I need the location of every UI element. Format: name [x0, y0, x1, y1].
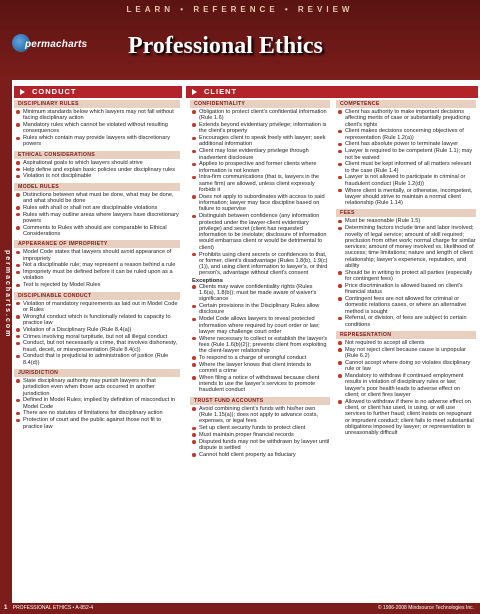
copyright: © 1996-2008 Mindsource Technologies Inc. [377, 605, 474, 611]
list-item: Referral, or division, of fees are subject to certain conditions [345, 315, 476, 328]
list-item: Rules with may outline areas where lawyers have discretionary powers [23, 211, 179, 224]
conduct-block-heading: APPEARANCE OF IMPROPRIETY [14, 240, 180, 248]
triangle-icon [192, 89, 197, 95]
trust-fund-list [190, 406, 330, 458]
list-item: Where necessary to collect or establish the lawyer's fees (Rule 1.6(b)(2)); prevents client from exploiting the client-lawyer relationship [199, 336, 330, 355]
list-item: Minimum standards below which lawyers may not fall without facing disciplinary action [23, 109, 180, 122]
list-item: Determining factors include time and labor involved; novelty of legal service; amount of skill required; preclusion from other work; normal charge for similar services; amount of money involved vs. likelihood of success; time limitations; nature and length of client relationship; lawyer's experience, reputation, and ability [345, 225, 476, 270]
list-item: Not a disciplinable rule; may represent a reason behind a rule [23, 262, 180, 268]
list-item: Prohibits using client secrets or confidences to that, or former, client's disadvantage (Rules 1.8(b), 1.9(c)(1)), and using client information to lawyer's, or third person's, advantage without client's consent [199, 252, 330, 277]
list-item: Defined in Model Rules; implied by definition of misconduct in Model Code [23, 397, 180, 410]
list-item: Aspirational goals to which lawyers should strive [23, 160, 180, 166]
conduct-label: CONDUCT [32, 87, 77, 96]
representation-heading: REPRESENTATION [336, 331, 476, 339]
confidentiality-heading: CONFIDENTIALITY [190, 100, 330, 108]
side-url: permacharts.com [4, 250, 11, 339]
list-item: Rules which contain may provide lawyers with discretionary powers [23, 135, 180, 148]
list-item: Does not apply to subordinates with access to said information; lawyer may face discipline based on failure to supervise [199, 194, 330, 213]
list-item: Test is rejected by Model Rules [23, 282, 180, 288]
list-item: Must maintain proper financial records [199, 432, 330, 438]
list-item: There are no statutes of limitations for disciplinary action [23, 410, 180, 416]
list-item: To respond to a charge of wrongful conduct [199, 355, 330, 361]
conduct-block-list [14, 160, 180, 180]
list-item: Price discrimination is allowed based on client's financial status [345, 283, 476, 296]
chart-code: PROFESSIONAL ETHICS • A-852-4 [12, 605, 94, 611]
competence-list [336, 109, 476, 206]
list-item: Obligation to protect client's confidential information (Rule 1.6) [199, 109, 330, 122]
list-item: Client must be kept informed of all matters relevant to the case (Rule 1.4) [345, 161, 476, 174]
client-column-right [336, 97, 476, 437]
list-item: Certain provisions in the Disciplinary Rules allow disclosure [199, 303, 330, 316]
list-item: Disputed funds may not be withdrawn by lawyer until dispute is settled [199, 438, 330, 452]
list-item: Not required to accept all clients [345, 340, 476, 346]
footer-left [4, 603, 93, 614]
page-number: 1 [4, 605, 8, 611]
conduct-block-list [14, 109, 180, 148]
list-item: May not reject client because cause is unpopular (Rule 6.2) [345, 347, 476, 360]
conduct-block-heading: DISCIPLINARY RULES [14, 100, 180, 108]
list-item: Impropriety must be defined before it can be ruled upon as a violation [23, 269, 180, 282]
list-item: Model Code states that lawyers should avoid appearance of impropriety [23, 249, 180, 262]
list-item: Violation of a Disciplinary Rule (Rule 8.4(a)) [23, 327, 180, 333]
tagline: LEARN • REFERENCE • REVIEW [126, 5, 354, 14]
logo-text: permacharts [25, 39, 88, 50]
conduct-column [14, 97, 180, 430]
list-item: Avoid combining client's funds with his/her own (Rule 1.15(a)); does not apply to advance costs, expenses, or legal fees [199, 406, 330, 425]
exceptions-list [190, 284, 330, 394]
conduct-block-heading: ETHICAL CONSIDERATIONS [14, 151, 180, 159]
side-strip [0, 80, 12, 603]
competence-heading: COMPETENCE [336, 100, 476, 108]
list-item: Applies to prospective and former clients where information is not known [199, 161, 330, 174]
list-item: Mandatory to withdraw if continued employment results in violation of disciplinary rules or law; lawyer's poor health leads to adverse effect on client; or client fires lawyer [345, 373, 476, 398]
fees-heading: FEES [336, 209, 476, 217]
list-item: Conduct that is prejudicial to administration of justice (Rule 8.4(d)) [23, 353, 180, 366]
list-item: Cannot accept where doing so violates disciplinary rule or law [345, 360, 476, 373]
list-item: Client makes decisions concerning objectives of representation (Rule 1.2(a)) [345, 128, 476, 141]
list-item: Where the lawyer knows that client intends to commit a crime [199, 362, 330, 375]
conduct-block-list [14, 249, 180, 288]
list-item: Help define and explain basic policies under disciplinary rules [23, 167, 180, 173]
representation-list [336, 340, 476, 436]
list-item: Rules with shall or shall not are disciplinable violations [23, 205, 180, 211]
list-item: Violation is not disciplinable [23, 173, 180, 179]
list-item: Set up client security funds to protect client [199, 425, 330, 431]
list-item: Should be in writing to protect all parties (especially for contingent fees) [345, 270, 476, 283]
confidentiality-list [190, 109, 330, 277]
list-item: Crimes involving moral turpitude, but not all illegal conduct [23, 334, 180, 340]
list-item: Allowed to withdraw if there is no adverse effect on client, or client has used, is using, or will use services to further fraud; client insists on repugnant or imprudent conduct; client fails to meet substantial obligations imposed by lawyer; or representation is unreasonably difficult [345, 399, 476, 437]
conduct-block-heading: DISCIPLINABLE CONDUCT [14, 292, 180, 300]
list-item: Client may lose evidentiary privilege through inadvertent disclosure [199, 148, 330, 161]
list-item: Intra-firm communications (that is, lawyers in the same firm) are allowed, unless client expressly forbids it [199, 174, 330, 193]
list-item: Lawyer is required to be competent (Rule 1.1); may not be waived [345, 148, 476, 161]
footer-bar [0, 603, 480, 614]
list-item: Cannot hold client property as fiduciary [199, 452, 330, 458]
list-item: Contingent fees are not allowed for criminal or domestic relations cases, or where an alternative method is sought [345, 296, 476, 315]
permacharts-logo [12, 36, 104, 54]
client-label: CLIENT [204, 87, 238, 96]
list-item: Conduct, but not necessarily a crime, that involves dishonesty, fraud, deceit, or misrepresentation (Rule 8.4(c)) [23, 340, 180, 353]
list-item: Violation of mandatory requirements as laid out in Model Code or Rules [23, 301, 180, 314]
list-item: Extends beyond evidentiary privilege; information is the client's property [199, 122, 330, 135]
exceptions-heading: Exceptions [192, 277, 223, 284]
list-item: State disciplinary authority may punish lawyers in that jurisdiction even when those acts occurred in another jurisdiction [23, 378, 180, 397]
list-item: Wrongful conduct which is functionally related to capacity to practice law [23, 314, 180, 327]
list-item: Distinctions between what must be done, what may be done, and what should be done [23, 192, 180, 205]
list-item: Model Code allows lawyers to reveal protected information where required by court order or law; lawyer may challenge court order [199, 316, 330, 335]
header-banner [0, 0, 480, 80]
triangle-icon [20, 89, 25, 95]
conduct-block-heading: MODEL RULES [14, 183, 180, 191]
list-item: Encourages client to speak freely with lawyer; seek additional information [199, 135, 330, 148]
page-title: Professional Ethics [128, 33, 323, 59]
list-item: Comments to Rules with should are comparable to Ethical Considerations [23, 225, 180, 238]
list-item: Mandatory rules which cannot be violated without resulting consequences [23, 122, 180, 135]
list-item: Clients may waive confidentiality rights (Rules 1.6(a), 1.8(b)); must be made aware of waiver's significance [199, 284, 330, 303]
list-item: Lawyer is not allowed to participate in criminal or fraudulent conduct (Rule 1.2(d)) [345, 174, 476, 187]
conduct-block-list [14, 192, 180, 238]
conduct-block-heading: JURISDICTION [14, 369, 180, 377]
client-column-left [190, 97, 330, 459]
list-item: Must be reasonable (Rule 1.5) [345, 218, 476, 224]
fees-list [336, 218, 476, 328]
list-item: When filing a notice of withdrawal because client intends to use the lawyer's services to promote fraudulent conduct [199, 375, 330, 394]
list-item: Distinguish between confidence (any information protected under the lawyer-client evidentiary privilege) and secret (client has requested information to be inviolate; disclosure of information would embarrass client or would be detrimental to client) [199, 213, 330, 251]
conduct-block-list [14, 378, 180, 430]
list-item: Protection of court and the public against those not fit to practice law [23, 417, 180, 430]
list-item: Where client is mentally, or otherwise, incompetent, lawyer should strive to maintain a normal client relationship (Rule 1.14) [345, 188, 476, 207]
list-item: Client has absolute power to terminate lawyer [345, 141, 476, 147]
trust-fund-heading: TRUST FUND ACCOUNTS [190, 397, 330, 405]
conduct-block-list [14, 301, 180, 366]
list-item: Client has authority to make important decisions affecting merits of case or substantially prejudicing client's rights [345, 109, 476, 128]
